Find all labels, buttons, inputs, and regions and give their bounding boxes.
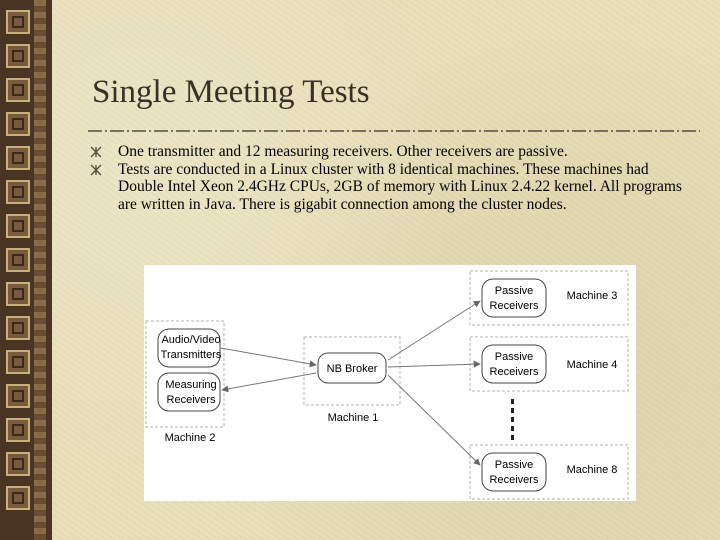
bullet-text: One transmitter and 12 measuring receivers. Other receivers are passive. (118, 143, 568, 160)
strip-tile (6, 418, 30, 442)
slide-title: Single Meeting Tests (92, 74, 370, 110)
passive-label-line2: Receivers (489, 366, 539, 378)
strip-tile (6, 78, 30, 102)
strip-tile (6, 10, 30, 34)
strip-tile (6, 44, 30, 68)
more-machines-dots (511, 399, 514, 440)
measuring-label-line2: Receivers (166, 394, 216, 406)
strip-tile (6, 452, 30, 476)
machine1-label: Machine 1 (327, 412, 379, 424)
strip-tile (6, 248, 30, 272)
network-diagram (144, 265, 636, 501)
arrow-transmitters-to-broker (221, 348, 316, 365)
bullet-icon (90, 146, 102, 158)
passive-label-line1: Passive (494, 351, 534, 363)
arrow-broker-to-measuring (222, 373, 316, 390)
bullet-list (90, 143, 690, 213)
strip-tile (6, 316, 30, 340)
passive-label-line1: Passive (494, 285, 534, 297)
arrow-broker-to-machine3 (388, 301, 480, 360)
machine4-label: Machine 4 (566, 359, 618, 371)
arrow-broker-to-machine8 (388, 375, 480, 465)
strip-tile (6, 350, 30, 374)
transmitters-label-line1: Audio/Video (161, 334, 221, 346)
arrow-broker-to-machine4 (388, 364, 480, 367)
decorative-side-strip (0, 0, 52, 540)
bullet-item (90, 161, 690, 214)
passive-label-line2: Receivers (489, 474, 539, 486)
strip-tile (6, 282, 30, 306)
machine8-label: Machine 8 (566, 464, 618, 476)
strip-tile (6, 112, 30, 136)
transmitters-label-line2: Transmitters (160, 349, 222, 361)
passive-label-line2: Receivers (489, 300, 539, 312)
strip-tile (6, 180, 30, 204)
machine2-label: Machine 2 (164, 432, 216, 444)
bullet-text: Tests are conducted in a Linux cluster with 8 identical machines. These machines had Double Intel Xeon 2.4GHz CPUs, 2GB of memory with Linux 2.4.22 kernel. All programs are written in Java. There is gigabit connection among the cluster nodes. (118, 160, 682, 213)
measuring-label-line1: Measuring (165, 379, 217, 391)
nb-broker-label: NB Broker (326, 363, 378, 375)
bullet-item (90, 143, 690, 161)
network-diagram-svg (144, 265, 636, 501)
strip-tile (6, 384, 30, 408)
title-divider (88, 128, 700, 134)
strip-tile (6, 486, 30, 510)
strip-bar (34, 0, 46, 540)
machine3-label: Machine 3 (566, 290, 618, 302)
passive-label-line1: Passive (494, 459, 534, 471)
strip-tile (6, 146, 30, 170)
bullet-icon (90, 164, 102, 176)
strip-tile (6, 214, 30, 238)
